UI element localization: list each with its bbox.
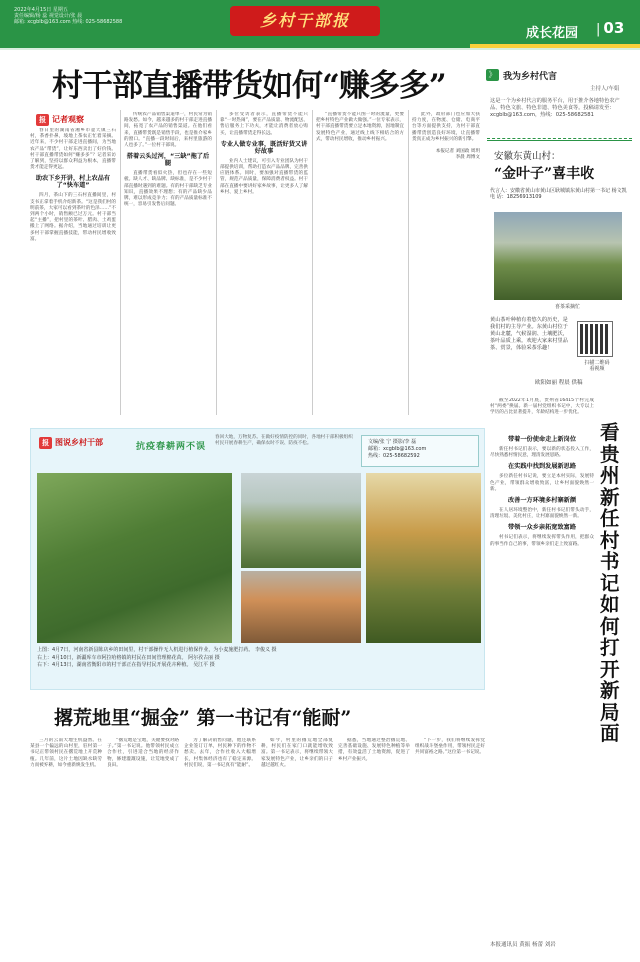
column-rule (408, 110, 409, 415)
second-column-1 (30, 738, 102, 948)
photo-feature (30, 428, 485, 690)
qr-caption: 扫描二维码 看视频 (584, 360, 610, 372)
column-rule (216, 110, 217, 415)
guizhou-headline: 看贵州新任村书记如何打开新局面 (600, 421, 620, 745)
column-rule (312, 110, 313, 415)
lead-column-3 (220, 112, 308, 417)
lead-subhead-1: 助农下乡开讲，村上农品有了“快车道” (35, 175, 111, 190)
lead-column-2 (124, 112, 212, 417)
byline-text: 记者观察 (52, 115, 84, 124)
lead-paragraph: 直播带货看似火热，但也存在一些短板。缺人才、缺品牌、缺标准，是不少村干部直播时遇到的难题。有的村干部缺乏专业知识，直播效果不理想；有的产品缺少品牌，难以形成竞争力；有的产品质量标准不统一，容易引发售后问题。 (124, 171, 212, 208)
photo-captions (37, 647, 477, 670)
lead-column-4 (316, 112, 404, 417)
spokesperson-info: 代言人：安徽省黄山市黄山区耿城镇东黄山村第一书记 杨文凯 电 话：18256913109 (490, 188, 627, 201)
lead-paragraph: 传统农产品销售渠道单一，村民常为销路发愁。如今，越来越多的村干部走进直播间，拓宽了农产品的销售渠道。在他们看来，直播带货既是销售手段，也是推介家乡的窗口。“直播一段时间后，来村里旅游的人也多了。”一位村干部说。 (124, 112, 212, 149)
featured-slogan: “金叶子”喜丰收 (494, 166, 595, 182)
flower-field-photo (366, 473, 481, 643)
guizhou-subhead-2: 在实践中找到发展新思路 (507, 463, 577, 471)
photo-feature-label (39, 437, 103, 449)
seedling-photo (241, 473, 361, 568)
lead-credit: 本报记者 刘国政 周玥 李晨 周博文 (435, 149, 480, 161)
masthead-title: 乡村干部报 (230, 6, 380, 36)
second-column-3 (184, 738, 256, 948)
lead-headline: 村干部直播带货如何“赚多多” (52, 68, 446, 104)
lead-paragraph: 春日里的湖南省湘乡市壶天镇三石村，茶香扑鼻，坡地上茶农正忙着采摘。近年来，不少村干部走进直播间，为当地农产品“带货”，让好东西卖出了好价钱。村干部直播带货如何“赚多多”？记者采访了解到，坚持以群众利益为根本，直播带货才能走得更远。 (30, 128, 116, 171)
column-rule (120, 110, 121, 415)
lead-subhead-2: 搭着云头过河，“三缺”拖了后腿 (126, 153, 210, 168)
page-header (0, 0, 640, 48)
report-tag: 报 (39, 437, 52, 449)
lead-byline (36, 114, 84, 126)
lead-paragraph: 多位受访者表示，直播带货不能只靠“一时热闹”，要在产品质量、物流配送、售后服务上下功夫，才能让消费者放心购买，让直播带货走得长远。 (220, 112, 308, 136)
column-author: 欧阳如丽 程晨 供稿 (535, 380, 583, 386)
second-column-2 (107, 738, 179, 948)
guizhou-paragraph: 截至2022年1月底，贵州省16415个村完成村“两委”换届。新一届村党组织书记中，大专以上学历的占比显著提升，年龄结构进一步优化。 (490, 398, 594, 416)
guizhou-subhead-4: 带领一众乡亲拓宽致富路 (507, 524, 577, 532)
second-paragraph: 据悉，当地通过整治撂荒地、完善基础设施、发展特色种植等举措，有效盘活了土地资源，促进了乡村产业振兴。 (338, 738, 410, 762)
guizhou-column (490, 432, 594, 932)
lead-paragraph: 四月，茶山下的三石村直播间里，村支书正拿着手机介绍新茶。“这是我们村的明前茶，大家可以看到茶叶的色泽……”不到两个小时，销售额已过万元。村干部当起“主播”，把村里的茶叶、腊肉、土鸡蛋搬上了网络。据介绍，当地通过培训让更多村干部掌握直播技能，带动村民增收致富。 (30, 193, 116, 242)
qr-code-icon[interactable] (578, 322, 612, 356)
guizhou-paragraph: 多位新任村书记说，要立足本村实际，发展特色产业，带领群众增收致富，让乡村面貌焕然一新。 (490, 474, 594, 492)
guizhou-paragraph: 村书记们表示，将继续发挥带头作用，把群众的事当作自己的事，带领乡亲们走上致富路。 (490, 535, 594, 547)
lead-column-1 (30, 128, 116, 418)
second-paragraph: 为了解决销售问题，他还联系企业签订订单，村民种下的作物不愁卖。去年，合作社收入大幅增长，村集体经济也有了稳定来源。村民们说，第一书记真有“能耐”。 (184, 738, 256, 768)
photo-caption-3: 右下：4月13日，湖南省衡阳市的村干部正在指导村民开展花卉种植。 吴江平 摄 (37, 662, 215, 668)
column-title: 我为乡村代言 (503, 72, 558, 82)
section-name: 成长花园 (526, 26, 579, 41)
page-number-value: 03 (603, 19, 625, 37)
photo-caption-1: 上图：4月7日，河南省新县陈店乡的田间里，村干部操作无人机进行植保作业，为小麦施肥打药。 李俊义 摄 (37, 647, 277, 653)
lead-column-5 (412, 112, 480, 417)
lead-paragraph: “直播带货不能只图一时的流量，更要把乡村特色产业做大做强。”一位专家表示，村干部直播带货要立足本地资源，因地制宜发展特色产业，通过线上线下相结合的方式，带动村民增收，推动乡村振兴。 (316, 112, 404, 142)
edition-meta: 2022年4月15日 星期五 责任编辑/杨 蕊 视觉设计/张 晨 邮箱: xcgblb@163.com 热线: 025-58682588 (14, 7, 123, 26)
second-headline: 撂荒地里“掘金” 第一书记有“能耐” (54, 707, 352, 729)
second-column-4 (261, 738, 333, 948)
photo-caption: 喜茶采摘忙 (555, 304, 581, 310)
guizhou-subhead-1: 带着一份使命走上新岗位 (507, 436, 577, 443)
guizhou-paragraph: 在人居环境整治中，新任村书记们带头动手，清理垃圾、美化村庄，让村寨面貌焕然一新。 (490, 508, 594, 520)
column-intro: 这是一个为乡村代言的服务平台，用于推介各地特色农产品、特色文旅、特色非遗、特色美食等。投稿请发至：xcgblb@163.com，热线：025-58682581 (490, 98, 620, 118)
second-column-6 (415, 738, 485, 948)
lead-subhead-3: 专业人做专业事，既活好货又讲好故事 (220, 140, 308, 155)
featured-place: 安徽东黄山村： (494, 151, 561, 162)
photo-caption-2: 右上：4月10日，新疆库车市阿拉哈格镇的村民在田间管理棉花苗。 阿尔孜古丽 摄 (37, 654, 220, 661)
guizhou-subhead-3: 改善一方环境多村寨新颜 (507, 497, 577, 505)
greenhouse-photo (241, 571, 361, 643)
second-paragraph: 三月的云南大地生机盎然。在某县一个偏远的山村里，驻村第一书记正带领村民在撂荒地上开荒种植。几年前，这片土地因缺水缺劳力而被弃耕，如今重新焕发生机。 (30, 738, 102, 768)
column-host: 主持人/车娟 (590, 86, 620, 92)
lead-paragraph: 此外，政府部门也应加大扶持力度，在物流、仓储、电商平台等方面提供支持，为村干部直播带货创造良好环境，让直播带货真正成为乡村振兴的新引擎。 (412, 112, 480, 142)
guizhou-intro (490, 398, 594, 428)
photo-contact: 文编/张 宁 摄影/李 磊 邮箱：xcgblb@163.com 热线：025-58682592 (361, 435, 479, 467)
drone-field-photo (37, 473, 232, 643)
header-divider (0, 48, 640, 50)
column-divider (487, 138, 632, 141)
lead-paragraph: 业内人士建议，可引入专业团队为村干部提供培训，帮助打造农产品品牌，完善供应链体系。同时，要加强对直播带货的监管，规范产品质量，保障消费者权益。村干部在直播中要讲好家乡故事，让更多人了解乡村、爱上乡村。 (220, 158, 308, 195)
second-column-5 (338, 738, 410, 948)
page-number: | 03 (596, 19, 625, 37)
spokesperson-quote: 黄山茶叶种植有着悠久的历史，是我们村的主导产业。东黄山村位于黄山北麓，气候湿润、土壤肥沃，茶叶品质上乘。欢迎大家来村里品茶、赏景，体验采茶乐趣！ (490, 317, 568, 351)
tea-field-photo (494, 212, 622, 300)
guizhou-paragraph: 新任村书记们表示，要以新的状态投入工作，尽快熟悉村情民意，理清发展思路。 (490, 447, 594, 459)
guizhou-credit: 本报通讯员 黄振 杨蕾 刘岩 (490, 942, 556, 948)
chevron-icon: 》 (486, 69, 499, 81)
report-tag: 报 (36, 114, 49, 126)
photo-intro: 春回大地，万物复苏。在做好疫情防控的同时，各地村干部积极组织村民开展春耕生产，确保农时不误、防疫不松。 (215, 435, 353, 446)
second-paragraph: 如今，村里的撂荒地全部复耕，村民们在家门口就能增收致富。第一书记表示，将继续带领大家发展特色产业，让乡亲们的日子越过越红火。 (261, 738, 333, 768)
photo-slogan: 抗疫春耕两不误 (136, 442, 207, 452)
second-paragraph: “撂荒地是宝地，关键要找对路子。”第一书记说。他带领村民成立合作社，引进适合当地的经济作物，修建灌溉设施，让荒地变成了良田。 (107, 738, 179, 768)
second-paragraph: “下一步，我们将继续发挥党组织战斗堡垒作用，带领村民走好共同富裕之路。”这位第一书记说。 (415, 738, 485, 756)
photo-label-text: 图说乡村干部 (55, 438, 103, 447)
